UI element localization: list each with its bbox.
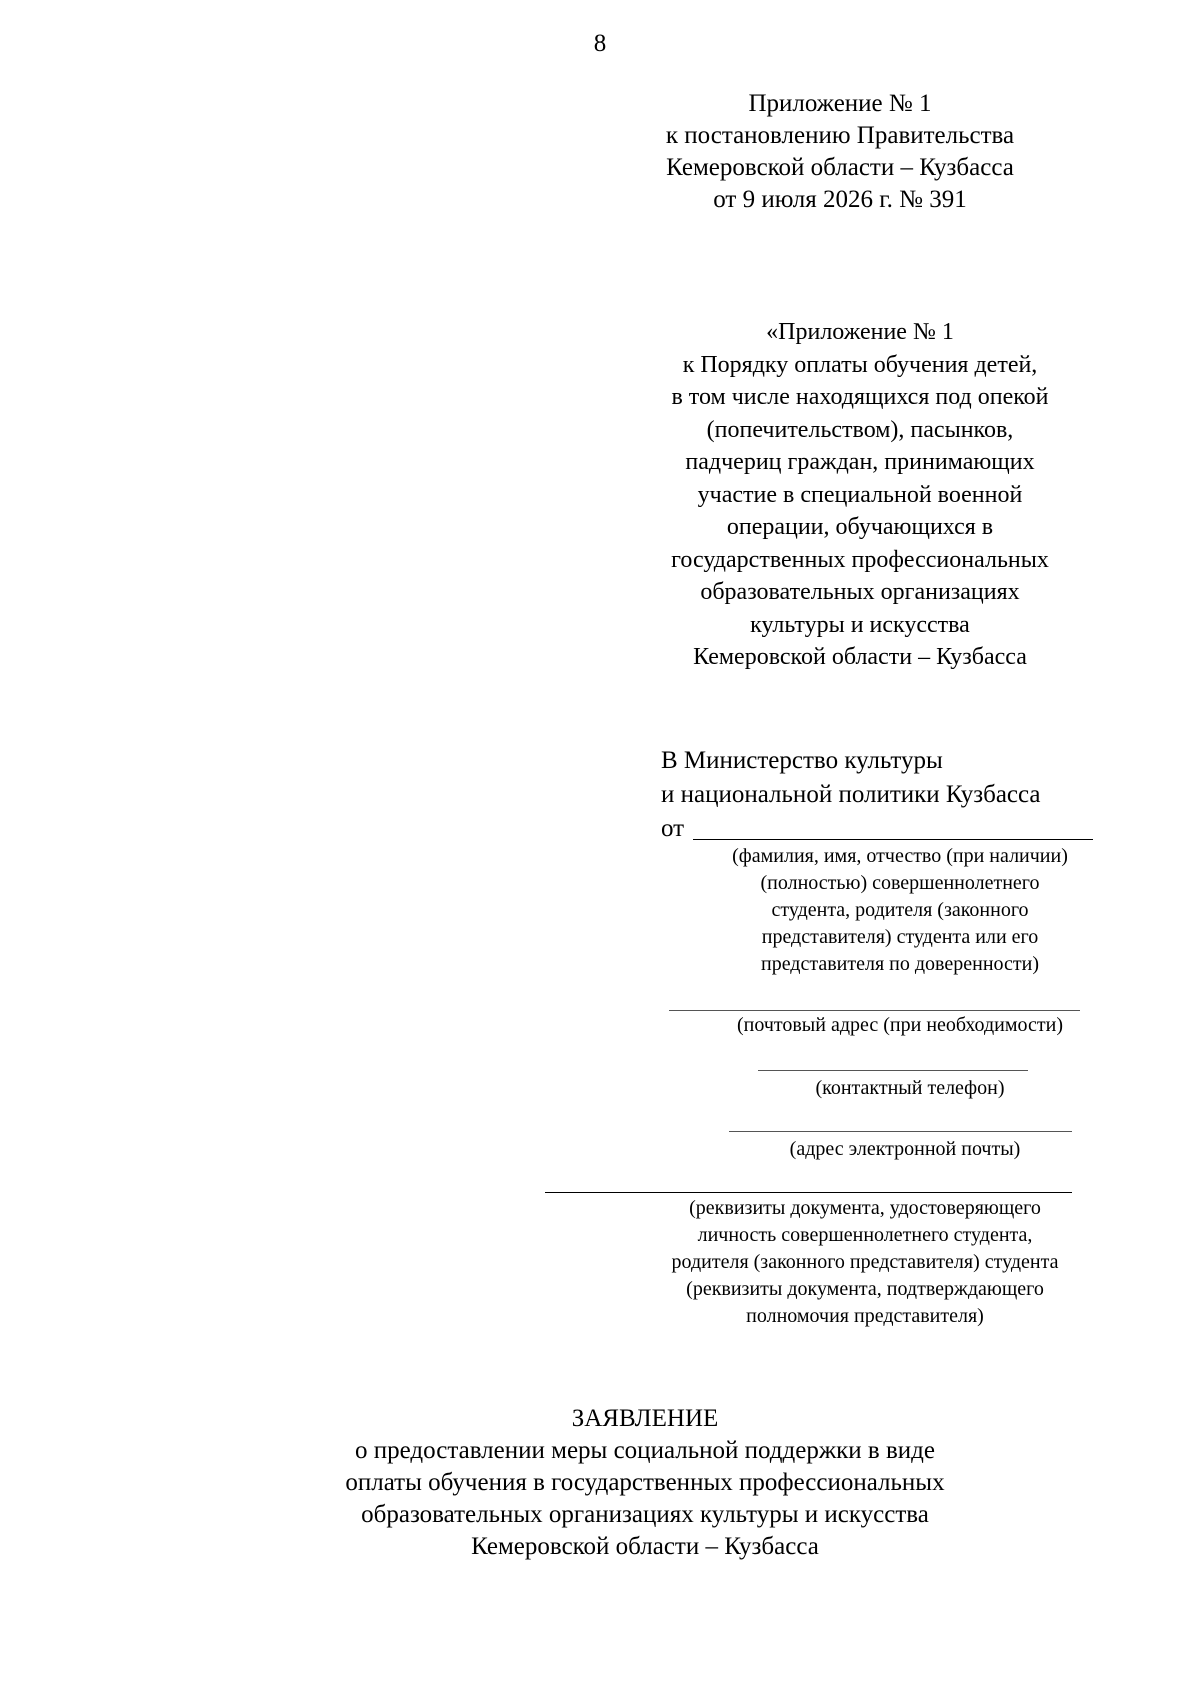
statement-line: образовательных организациях культуры и искусства [361, 1501, 929, 1528]
caption-line: представителя) студента или его [761, 926, 1039, 948]
order-appendix-line: (попечительством), пасынков, [706, 416, 1014, 443]
caption-line: (полностью) совершеннолетнего [760, 872, 1040, 894]
appendix-header [620, 88, 1060, 216]
order-appendix-header [630, 316, 1090, 674]
caption-line: студента, родителя (законного [771, 899, 1029, 921]
statement-line: Кемеровской области – Кузбасса [471, 1533, 819, 1560]
postal-address-caption: (почтовый адрес (при необходимости) [736, 1014, 1063, 1036]
appendix-line: Кемеровской области – Кузбасса [666, 154, 1014, 181]
caption-line: личность совершеннолетнего студента, [697, 1224, 1033, 1246]
applicant-name-caption [680, 843, 1120, 978]
statement-line: о предоставлении меры социальной поддержки в виде [355, 1437, 935, 1464]
email-caption: (адрес электронной почты) [789, 1138, 1021, 1160]
order-appendix-line: культуры и искусства [750, 611, 970, 638]
document-details-field[interactable] [545, 1192, 1072, 1193]
caption-line: (фамилия, имя, отчество (при наличии) [732, 845, 1068, 867]
addressee-line: и национальной политики Кузбасса [661, 781, 1041, 808]
order-appendix-line: в том числе находящихся под опекой [671, 384, 1049, 410]
order-appendix-line: Кемеровской области – Кузбасса [693, 644, 1027, 670]
order-appendix-line: к Порядку оплаты обучения детей, [682, 351, 1038, 378]
email-field[interactable] [729, 1131, 1072, 1132]
appendix-line: Приложение № 1 [748, 90, 932, 117]
statement-subtitle [250, 1435, 1040, 1563]
phone-field[interactable] [758, 1070, 1028, 1071]
order-appendix-line: государственных профессиональных [671, 546, 1049, 573]
from-row [661, 812, 1041, 846]
caption-line: родителя (законного представителя) студента [671, 1251, 1059, 1273]
order-appendix-line: операции, обучающихся в [726, 514, 994, 540]
order-appendix-line: участие в специальной военной [697, 481, 1023, 508]
applicant-name-field[interactable] [693, 839, 1093, 840]
order-appendix-line: падчериц граждан, принимающих [685, 449, 1035, 475]
appendix-line: к постановлению Правительства [665, 122, 1015, 149]
caption-line: (реквизиты документа, подтверждающего [686, 1278, 1044, 1300]
addressee-block [661, 744, 1041, 846]
caption-line: полномочия представителя) [746, 1305, 984, 1327]
caption-line: (реквизиты документа, удостоверяющего [689, 1197, 1041, 1219]
caption-line: представителя по доверенности) [760, 953, 1040, 975]
phone-caption: (контактный телефон) [815, 1077, 1005, 1099]
document-details-caption [625, 1195, 1105, 1330]
statement-title: ЗАЯВЛЕНИЕ [571, 1405, 719, 1432]
from-label: от [661, 815, 685, 842]
postal-address-field[interactable] [669, 1010, 1080, 1011]
order-appendix-line: «Приложение № 1 [766, 319, 954, 345]
addressee-line: В Министерство культуры [661, 747, 943, 774]
order-appendix-line: образовательных организациях [700, 579, 1020, 605]
appendix-line: от 9 июля 2026 г. № 391 [713, 186, 967, 213]
statement-line: оплаты обучения в государственных профессиональных [345, 1469, 945, 1496]
page-number: 8 [593, 30, 607, 57]
